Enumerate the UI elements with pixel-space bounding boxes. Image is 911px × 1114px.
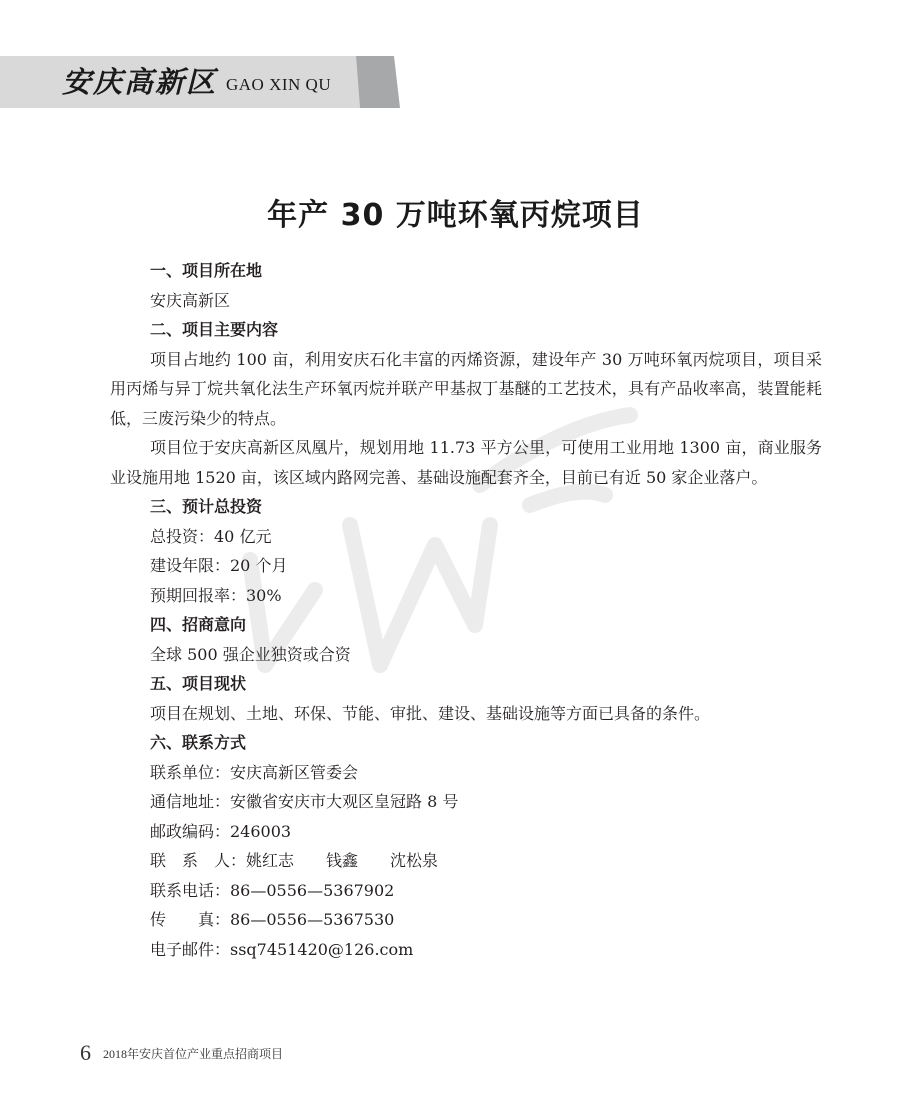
contact-phone: 联系电话：86—0556—5367902 bbox=[150, 880, 395, 900]
document-body bbox=[110, 256, 822, 964]
section-heading: 六、联系方式 bbox=[150, 733, 247, 752]
project-status: 项目在规划、土地、环保、节能、审批、建设、基础设施等方面已具备的条件。 bbox=[150, 703, 711, 723]
section-heading: 二、项目主要内容 bbox=[150, 320, 279, 339]
construction-period: 建设年限：20 个月 bbox=[150, 556, 288, 575]
body-paragraph: 项目位于安庆高新区凤凰片，规划用地 11.73 平方公里，可使用工业用地 1300 亩，商业服务业设施用地 1520 亩，该区域内路网完善、基础设施配套齐全，目前已有近 50 家企业落户。 bbox=[110, 438, 822, 487]
document-title: 年产 30 万吨环氧丙烷项目 bbox=[267, 198, 644, 233]
section-heading: 三、预计总投资 bbox=[150, 497, 263, 516]
investment-intent: 全球 500 强企业独资或合资 bbox=[150, 644, 351, 664]
expected-return: 预期回报率：30% bbox=[150, 585, 282, 605]
publication-name: 2018年安庆首位产业重点招商项目 bbox=[103, 1047, 284, 1061]
section-heading: 五、项目现状 bbox=[150, 674, 247, 693]
contact-address: 通信地址：安徽省安庆市大观区皇冠路 8 号 bbox=[150, 792, 459, 811]
section-heading: 四、招商意向 bbox=[150, 615, 247, 634]
contact-email: 电子邮件：ssq7451420@126.com bbox=[150, 939, 414, 959]
contact-persons: 联 系 人：姚红志 钱鑫 沈松泉 bbox=[150, 851, 439, 870]
contact-unit: 联系单位：安庆高新区管委会 bbox=[150, 762, 359, 782]
page-number: 6 bbox=[80, 1040, 91, 1065]
page-footer bbox=[80, 1040, 283, 1066]
header-banner bbox=[0, 56, 400, 108]
investment-total: 总投资：40 亿元 bbox=[150, 526, 272, 546]
banner-title-en: GAO XIN QU bbox=[226, 75, 332, 94]
body-paragraph: 项目占地约 100 亩，利用安庆石化丰富的丙烯资源，建设年产 30 万吨环氧丙烷项目，项目采用丙烯与异丁烷共氧化法生产环氧丙烷并联产甲基叔丁基醚的工艺技术，具有产品收率高，装置能耗低，三废污染少的特点。 bbox=[110, 349, 822, 428]
section-heading: 一、项目所在地 bbox=[150, 261, 263, 280]
contact-postcode: 邮政编码：246003 bbox=[150, 821, 292, 841]
contact-fax: 传 真：86—0556—5367530 bbox=[150, 910, 395, 929]
banner-title-cn: 安庆高新区 bbox=[62, 65, 218, 99]
location-text: 安庆高新区 bbox=[150, 290, 231, 310]
